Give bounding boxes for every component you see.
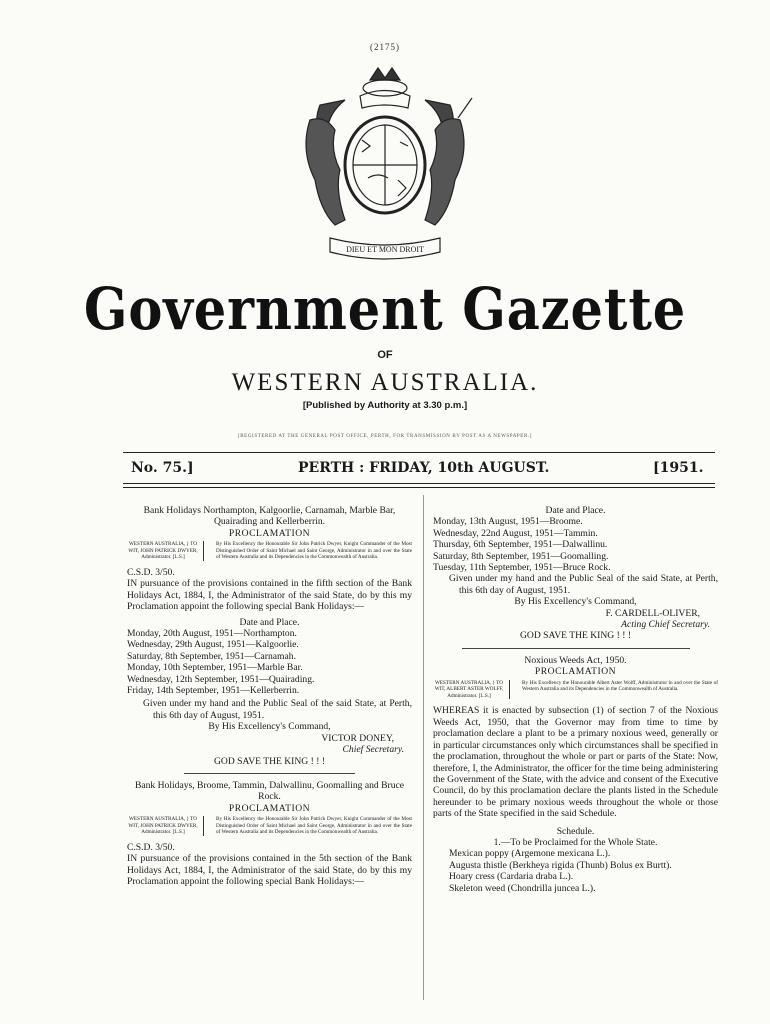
royal-coat-of-arms-icon	[290, 60, 480, 270]
notice1-signatory-title: Chief Secretary.	[342, 744, 404, 756]
notice1-date: Wednesday, 12th September, 1951—Quairading.	[127, 673, 315, 685]
notice2-heading: PROCLAMATION	[228, 802, 311, 814]
notice1-given: Given under my hand and the Public Seal of the said State, at Perth, this 6th day of August, 1951.	[143, 698, 412, 721]
issue-year: [1951.	[653, 460, 704, 476]
rule-mid-2	[123, 487, 715, 488]
notice1-title: Bank Holidays Northampton, Kalgoorlie, Carnamah, Marble Bar, Quairading and Kellerberrin.	[143, 505, 396, 528]
notice2-signatory: F. CARDELL-OLIVER,	[605, 607, 700, 619]
notice3-heading: PROCLAMATION	[534, 666, 617, 678]
notice1-date: Monday, 20th August, 1951—Northampton.	[127, 628, 297, 640]
notice3-schedule-heading: Schedule.	[556, 825, 595, 837]
notice1-date: Monday, 10th September, 1951—Marble Bar.	[127, 662, 303, 674]
notice3-plant: Skeleton weed (Chondrilla juncea L.).	[449, 882, 596, 894]
notice2-proc-right: By His Excellency the Honourable Sir John Patrick Dwyer, Knight Commander of the Most Distinguished Order of Saint Michael and Saint George, Administrator in and over the State of Western Australia and its Dependencies in the Commonwealth of Australia.	[216, 816, 412, 836]
notice1-date-heading: Date and Place.	[239, 616, 300, 628]
page-number: (2175)	[370, 42, 400, 52]
notice2-title: Bank Holidays, Broome, Tammin, Dalwallinu, Goomalling and Bruce Rock.	[134, 779, 405, 803]
column-separator	[423, 495, 424, 1000]
rule-top	[123, 452, 715, 453]
notice3-proc-left: WESTERN AUSTRALIA, } TO WIT, ALBERT ASTER WOLFF, Administrator. [L.S.]	[434, 679, 504, 699]
notice2-date: Saturday, 8th September, 1951—Goomalling.	[433, 550, 609, 562]
notice2-date: Monday, 13th August, 1951—Broome.	[433, 516, 583, 528]
notice2-body: IN pursuance of the provisions contained in the 5th section of the Bank Holidays Act, 1884, I, the Administrator of the said State, do by this my Proclamation appoint the following special Bank Holidays:—	[127, 853, 412, 888]
notice2-date-heading: Date and Place.	[545, 505, 606, 516]
notice3-body: WHEREAS it is enacted by subsection (1) of section 7 of the Noxious Weeds Act, 1950, that the Governor may from time to time by proclamation declare a plant to be a primary noxious weed, generally or in particular circumstances only which circumstances shall be specified in the proclamation, throughout the whole or part or parts of the State: Now, therefore, I, the Administrator, the officer for the time being administering the Government of the State, with the advice and consent of the Executive Council, do by this proclamation declare the plants listed in the Schedule hereunder to be primary noxious weeds throughout the whole or those parts of the State specified in the said Schedule.	[433, 705, 718, 820]
gazette-title: Government Gazette	[83, 275, 687, 343]
notice2-given: Given under my hand and the Public Seal of the said State, at Perth, this 6th day of August, 1951.	[449, 573, 718, 596]
notice3-plant: Mexican poppy (Argemone mexicana L.).	[449, 848, 611, 860]
divider	[462, 648, 690, 649]
registered-note: [REGISTERED AT THE GENERAL POST OFFICE, PERTH, FOR TRANSMISSION BY POST AS A NEWSPAPER.]	[237, 434, 533, 439]
notice2-proclamation-block	[127, 816, 412, 836]
issue-place-date: PERTH : FRIDAY, 10th AUGUST.	[298, 460, 550, 476]
notice3-title: Noxious Weeds Act, 1950.	[524, 654, 627, 666]
notice3-plant: Hoary cress (Cardaria draba L.).	[449, 871, 574, 883]
notice2-date: Thursday, 6th September, 1951—Dalwallinu.	[433, 539, 608, 551]
notice3-proclamation-block	[433, 680, 718, 700]
divider	[184, 773, 355, 774]
issue-number: No. 75.]	[131, 460, 194, 476]
notice1-date: Friday, 14th September, 1951—Kellerberrin.	[127, 685, 300, 697]
notice2-ref: C.S.D. 3/50.	[127, 841, 175, 853]
left-column	[127, 505, 412, 888]
rule-mid	[123, 483, 715, 484]
notice2-date: Tuesday, 11th September, 1951—Bruce Rock.	[433, 562, 611, 574]
state-name: WESTERN AUSTRALIA.	[231, 369, 539, 396]
masthead-of: OF	[377, 349, 393, 361]
right-column	[433, 505, 718, 894]
notice2-command: By His Excellency's Command,	[514, 596, 637, 608]
notice1-heading: PROCLAMATION	[228, 527, 311, 539]
notice2-god-save: GOD SAVE THE KING ! ! !	[519, 630, 632, 642]
notice1-proc-right: By His Excellency the Honourable Sir John Patrick Dwyer, Knight Commander of the Most Distinguished Order of Saint Michael and Saint George, Administrator in and over the State of Western Australia and its Dependencies in the Commonwealth of Australia.	[216, 541, 412, 561]
notice1-command: By His Excellency's Command,	[208, 721, 331, 733]
notice1-ref: C.S.D. 3/50.	[127, 567, 175, 578]
notice1-god-save: GOD SAVE THE KING ! ! !	[213, 755, 326, 767]
notice1-date: Wednesday, 29th August, 1951—Kalgoorlie.	[127, 639, 299, 651]
notice3-proc-right: By His Excellency the Honourable Albert Aster Wolff, Administrator in and over the State of Western Australia and its Dependencies in the Commonwealth of Australia.	[522, 679, 718, 693]
notice3-plant: Augusta thistle (Berkheya rigida (Thunb) Bolus ex Burtt).	[449, 859, 672, 871]
notice1-proc-left: WESTERN AUSTRALIA, } TO WIT, JOHN PATRICK DWYER, Administrator. [L.S.]	[128, 541, 198, 561]
notice2-date: Wednesday, 22nd August, 1951—Tammin.	[433, 527, 598, 539]
notice3-schedule-sub: 1.—To be Proclaimed for the Whole State.	[493, 836, 658, 848]
notice1-signatory: VICTOR DONEY,	[321, 732, 394, 744]
notice2-signatory-title: Acting Chief Secretary.	[621, 619, 710, 631]
notice2-proc-left: WESTERN AUSTRALIA, } TO WIT, JOHN PATRICK DWYER, Administrator. [L.S.]	[128, 816, 198, 836]
notice1-proclamation-block	[127, 541, 412, 561]
notice1-date: Saturday, 8th September, 1951—Carnamah.	[127, 650, 296, 662]
published-note: [Published by Authority at 3.30 p.m.]	[302, 400, 468, 411]
issue-header	[123, 460, 715, 480]
crest-motto: DIEU ET MON DROIT	[346, 245, 424, 254]
notice1-body: IN pursuance of the provisions contained in the fifth section of the Bank Holidays Act, 1884, I, the Administrator of the said State, do by this my Proclamation appoint the following special Bank Holidays:—	[127, 578, 412, 613]
